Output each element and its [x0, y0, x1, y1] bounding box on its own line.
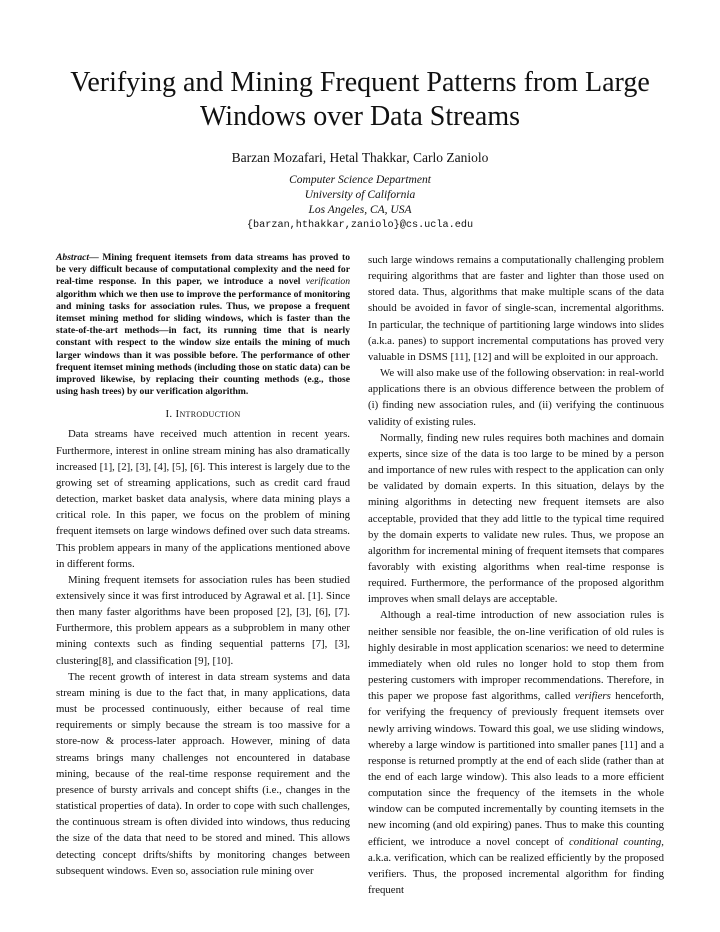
- affiliation-university: University of California: [304, 189, 416, 201]
- text-run: , a.k.a. verification, which can be realized efficiently by the proposed verifiers. Thus, the proposed incremental algorithm for finding frequent: [368, 835, 664, 897]
- emphasis-conditional-counting: conditional counting: [568, 835, 662, 848]
- text-run: Although a real-time introduction of new association rules is neither sensible nor feasible, the on-line verification of old rules is highly desirable in most application scenarios: we need to determine immediately when old rules no longer hold to stop them from pestering customers with improper recommendations. Therefore, in this paper we propose fast algorithms, called: [368, 609, 664, 703]
- affiliation-department: Computer Science Department: [289, 174, 431, 186]
- paragraph: The recent growth of interest in data stream systems and data stream mining is due to the fact that, in many applications, data must be processed continuously, either because of real time requirements or simply because the stream is too massive for a store-now & process-later approach. However, mining of data streams brings many challenges not encountered in database mining, because of the real-time response requirement and the presence of bursty arrivals and concept shifts (i.e., changes in the statistical properties of data). In order to cope with such challenges, the continuous stream is often divided into windows, thus reducing the size of the data that need to be stored and mined. This allows detecting concept drifts/shifts by monitoring changes between subsequent windows. Even so, association rule mining over: [56, 670, 350, 877]
- abstract-label: Abstract: [56, 252, 90, 263]
- paragraph: such large windows remains a computationally challenging problem requiring algorithms that are faster and lighter than those used on stored data. Thus, algorithms that make multiple scans of the data should be avoided in favor of single-scan, incremental algorithms. In particular, the technique of partitioning large windows into slides (a.k.a. panes) to support incremental computations has proved very valuable in DSMS [11], [12] and will be exploited in our approach.: [368, 254, 664, 363]
- abstract-text-1: — Mining frequent itemsets from data streams has proved to be very difficult because of computational complexity and the need for real-time response. In this paper, we introduce a novel: [56, 252, 350, 288]
- section-heading-introduction: [56, 408, 350, 420]
- paper-title: Verifying and Mining Frequent Patterns from Large Windows over Data Streams: [70, 67, 650, 132]
- abstract-text-2: algorithm which we then use to improve the performance of monitoring and mining tasks for association rules. Thus, we propose a frequent itemset mining method for sliding windows, which is faster than the state-of-the-art methods—in fact, its running time that is nearly constant with respect to the window size entails the mining of much larger windows than it was possible before. The performance of other frequent itemset mining methods (including those on static data) can be improved likewise, by replacing their counting methods (e.g., those using hash trees) by our verification algorithm.: [56, 288, 350, 398]
- right-column: [368, 252, 664, 898]
- affiliation-location: Los Angeles, CA, USA: [308, 204, 412, 216]
- paragraph: Mining frequent itemsets for association rules has been studied extensively since it was first introduced by Agrawal et al. [1]. Since then many faster algorithms have been proposed [2], [3], [6], [7]. Furthermore, this problem appears as a subproblem in many other mining contexts such as finding sequential patterns [7], [3], clustering[8], and classification [9], [10].: [56, 573, 350, 667]
- paragraph: [368, 607, 664, 898]
- paragraph: Data streams have received much attention in recent years. Furthermore, interest in online stream mining has also dramatically increased [1], [2], [3], [4], [5], [6]. This interest is largely due to the growing set of streaming applications, such as credit card fraud detection, market basket data analysis, where data mining plays a critical role. In this paper, we focus on the problem of mining frequent itemsets on large windows defined over such data streams. This problem appears in many of the applications mentioned above in different forms.: [56, 428, 350, 570]
- text-run: henceforth, for verifying the frequency of previously frequent itemsets over newly arriving windows. Toward this goal, we use sliding windows, whereby a large window is partitioned into smaller panes [11] and a response is returned promptly at the end of each slide (rather than at the end of each large window). This also leads to a more efficient computation since the frequency of the itemsets in the whole window can be computed incrementally by counting itemsets in the new incoming (and old expiring) panes. Thus to make this counting efficient, we introduce a novel concept of: [368, 690, 664, 848]
- author-emails: {barzan,hthakkar,zaniolo}@cs.ucla.edu: [246, 220, 474, 231]
- affiliation-block: [0, 173, 720, 233]
- left-column: [56, 252, 350, 879]
- paragraph: We will also make use of the following observation: in real-world applications there is an obvious difference between the problem of (i) finding new association rules, and (ii) verifying the continuous validity of existing rules.: [368, 367, 664, 428]
- author-list: Barzan Mozafari, Hetal Thakkar, Carlo Zaniolo: [231, 150, 489, 165]
- section-title: Introduction: [175, 408, 241, 421]
- section-number: I.: [165, 408, 173, 421]
- emphasis-verifiers: verifiers: [574, 690, 611, 703]
- abstract: [56, 252, 350, 398]
- paragraph: Normally, finding new rules requires both machines and domain experts, since size of the data is too large to be mined by a person and importance of new rules with respect to the application can only be validated by domain experts. In this situation, delays by the mining algorithms in detecting new frequent itemsets are also acceptable, provided that they add little to the typical time required by the domain experts to validate new rules. Thus, we propose an algorithm for incremental mining of frequent itemsets that compares favorably with existing algorithms when real-time response is required. Furthermore, the performance of the proposed algorithm improves when small delays are acceptable.: [368, 431, 664, 606]
- abstract-emphasis: verification: [305, 276, 350, 288]
